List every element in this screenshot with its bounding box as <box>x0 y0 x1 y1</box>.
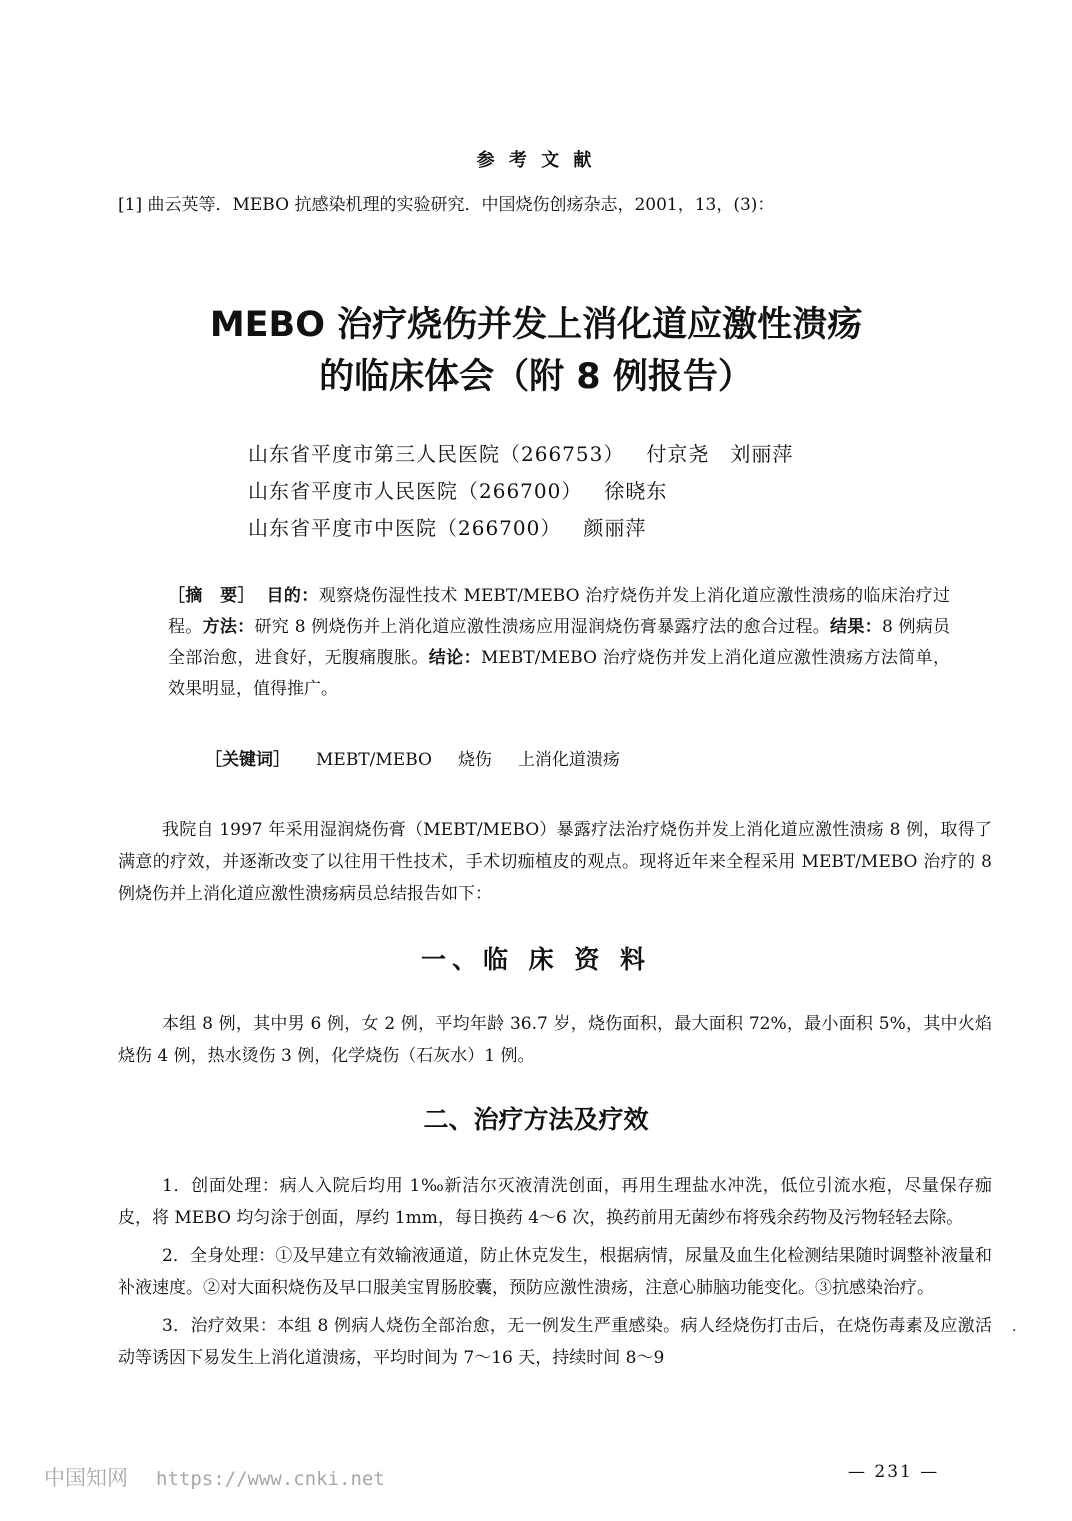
reference-item: [1] 曲云英等．MEBO 抗感染机理的实验研究．中国烧伤创疡杂志，2001，13，(3)： <box>118 195 775 215</box>
page-number: — 231 — <box>848 1462 940 1482</box>
abstract-conclusion: MEBT/MEBO 治疗烧伤并发上消化道应激性溃疡方法简单，效果明显，值得推广。 <box>168 648 951 699</box>
abstract-methods-label: 方法： <box>202 617 255 637</box>
references-heading: 参 考 文 献 <box>476 150 596 171</box>
affiliation-1 <box>248 438 793 467</box>
affiliation-institution: 山东省平度市中医院（266700） <box>248 516 562 540</box>
affiliation-authors: 付京尧 刘丽萍 <box>646 442 794 466</box>
list-item: 3．治疗效果：本组 8 例病人烧伤全部治愈，无一例发生严重感染。病人经烧伤打击后，在烧伤毒素及应激活动等诱因下易发生上消化道溃疡，平均时间为 7～16 天，持续时间 8～9 <box>118 1316 992 1368</box>
abstract-objective: 观察烧伤湿性技术 MEBT/MEBO 治疗烧伤并发上消化道应激性溃疡的临床治疗过程。 <box>168 586 951 637</box>
treatment-list <box>118 1170 992 1380</box>
abstract-conclusion-label: 结论： <box>428 648 481 668</box>
keywords-label: ［关键词］ <box>205 750 290 770</box>
footer-watermark <box>44 1462 385 1492</box>
abstract-label: ［摘 要］ <box>168 586 255 606</box>
section-heading-clinical-data: 一、临 床 资 料 <box>420 945 652 974</box>
abstract-results: 8 例病员全部治愈，进食好，无腹痛腹胀。 <box>168 617 951 668</box>
affiliation-institution: 山东省平度市第三人民医院（266753） <box>248 442 625 466</box>
keyword: 上消化道溃疡 <box>517 750 620 770</box>
site-name: 中国知网 <box>44 1466 128 1490</box>
section-paragraph: 本组 8 例，其中男 6 例，女 2 例，平均年龄 36.7 岁，烧伤面积，最大面积 72%，最小面积 5%，其中火焰烧伤 4 例，热水烫伤 3 例，化学烧伤（石灰水）1 例。 <box>118 1014 992 1066</box>
site-url-link[interactable]: https://www.cnki.net <box>156 1468 385 1490</box>
list-item: 2．全身处理：①及早建立有效输液通道，防止休克发生，根据病情，尿量及血生化检测结果随时调整补液量和补液速度。②对大面积烧伤及早口服美宝胃肠胶囊，预防应激性溃疡，注意心肺脑功能变化。③抗感染治疗。 <box>118 1246 992 1298</box>
affiliation-authors: 颜丽萍 <box>583 516 647 540</box>
affiliation-3 <box>248 512 646 541</box>
abstract <box>168 581 950 705</box>
affiliation-institution: 山东省平度市人民医院（266700） <box>248 479 583 503</box>
stray-mark: · <box>1012 1323 1017 1339</box>
article-title-line-2: 的临床体会（附 8 例报告） <box>319 357 753 397</box>
keyword: MEBT/MEBO <box>316 750 432 770</box>
keywords <box>205 745 620 770</box>
keyword: 烧伤 <box>457 750 492 770</box>
abstract-objective-label: 目的： <box>266 586 319 606</box>
article-title-line-1: MEBO 治疗烧伤并发上消化道应激性溃疡 <box>209 305 863 345</box>
intro-paragraph: 我院自 1997 年采用湿润烧伤膏（MEBT/MEBO）暴露疗法治疗烧伤并发上消化道应激性溃疡 8 例，取得了满意的疗效，并逐渐改变了以往用干性技术，手术切痂植皮的观点。现将近年来全程采用 MEBT/MEBO 治疗的 8 例烧伤并上消化道应激性溃疡病员总结报告如下： <box>118 820 992 904</box>
list-item: 1．创面处理：病人入院后均用 1‰新洁尔灭液清洗创面，再用生理盐水冲洗，低位引流水疱，尽量保存痂皮，将 MEBO 均匀涂于创面，厚约 1mm，每日换药 4～6 次，换药前用无菌纱布将残余药物及污物轻轻去除。 <box>118 1176 992 1228</box>
section-heading-treatment: 二、治疗方法及疗效 <box>423 1105 649 1134</box>
abstract-results-label: 结果： <box>830 617 882 637</box>
affiliation-2 <box>248 475 667 504</box>
abstract-methods: 研究 8 例烧伤并上消化道应激性溃疡应用湿润烧伤膏暴露疗法的愈合过程。 <box>254 617 831 637</box>
affiliation-authors: 徐晓东 <box>604 479 668 503</box>
